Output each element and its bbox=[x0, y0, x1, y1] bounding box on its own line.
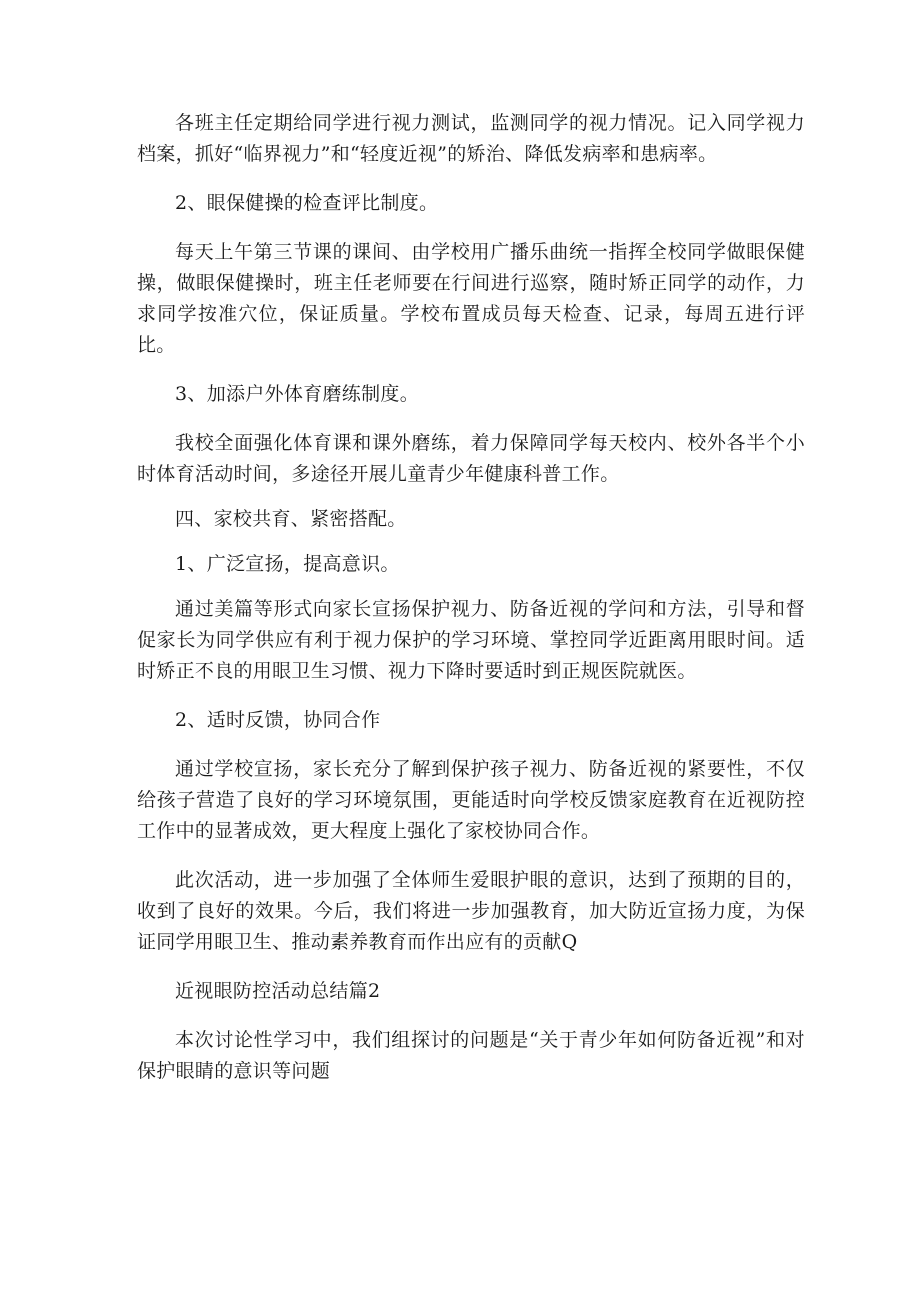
paragraph-conclusion: 此次活动，进一步加强了全体师生爱眼护眼的意识，达到了预期的目的，收到了良好的效果。今后，我们将进一步加强教育，加大防近宣扬力度，为保证同学用眼卫生、推动素养教育而作出应有的贡献Q bbox=[137, 869, 805, 953]
heading-feedback: 2、适时反馈，协同合作 bbox=[175, 709, 381, 731]
heading-publicity: 1、广泛宣扬，提高意识。 bbox=[175, 553, 400, 575]
heading-eye-exercise-inspection: 2、眼保健操的检查评比制度。 bbox=[175, 192, 439, 214]
paragraph-vision-testing: 各班主任定期给同学进行视力测试，监测同学的视力情况。记入同学视力档案，抓好“临界视力”和“轻度近视”的矫治、降低发病率和患病率。 bbox=[137, 112, 805, 165]
heading-home-school: 四、家校共育、紧密搭配。 bbox=[175, 508, 407, 530]
paragraph-publicity: 通过美篇等形式向家长宣扬保护视力、防备近视的学问和方法，引导和督促家长为同学供应有利于视力保护的学习环境、掌控同学近距离用眼时间。适时矫正不良的用眼卫生习惯、视力下降时要适时到正规医院就医。 bbox=[137, 598, 805, 682]
paragraph-feedback: 通过学校宣扬，家长充分了解到保护孩子视力、防备近视的紧要性，不仅给孩子营造了良好的学习环境氛围，更能适时向学校反馈家庭教育在近视防控工作中的显著成效，更大程度上强化了家校协同合作。 bbox=[137, 758, 805, 842]
paragraph-outdoor-sports: 我校全面强化体育课和课外磨练，着力保障同学每天校内、校外各半个小时体育活动时间，多途径开展儿童青少年健康科普工作。 bbox=[137, 432, 805, 485]
document-body bbox=[137, 108, 805, 1087]
paragraph-research-topic: 本次讨论性学习中，我们组探讨的问题是“关于青少年如何防备近视”和对保护眼睛的意识等问题 bbox=[137, 1029, 805, 1082]
paragraph-eye-exercise: 每天上午第三节课的课间、由学校用广播乐曲统一指挥全校同学做眼保健操，做眼保健操时，班主任老师要在行间进行巡察，随时矫正同学的动作，力求同学按准穴位，保证质量。学校布置成员每天检查、记录，每周五进行评比。 bbox=[137, 241, 805, 356]
heading-outdoor-sports: 3、加添户外体育磨练制度。 bbox=[175, 383, 419, 405]
section-title-summary-2: 近视眼防控活动总结篇2 bbox=[175, 980, 381, 1002]
